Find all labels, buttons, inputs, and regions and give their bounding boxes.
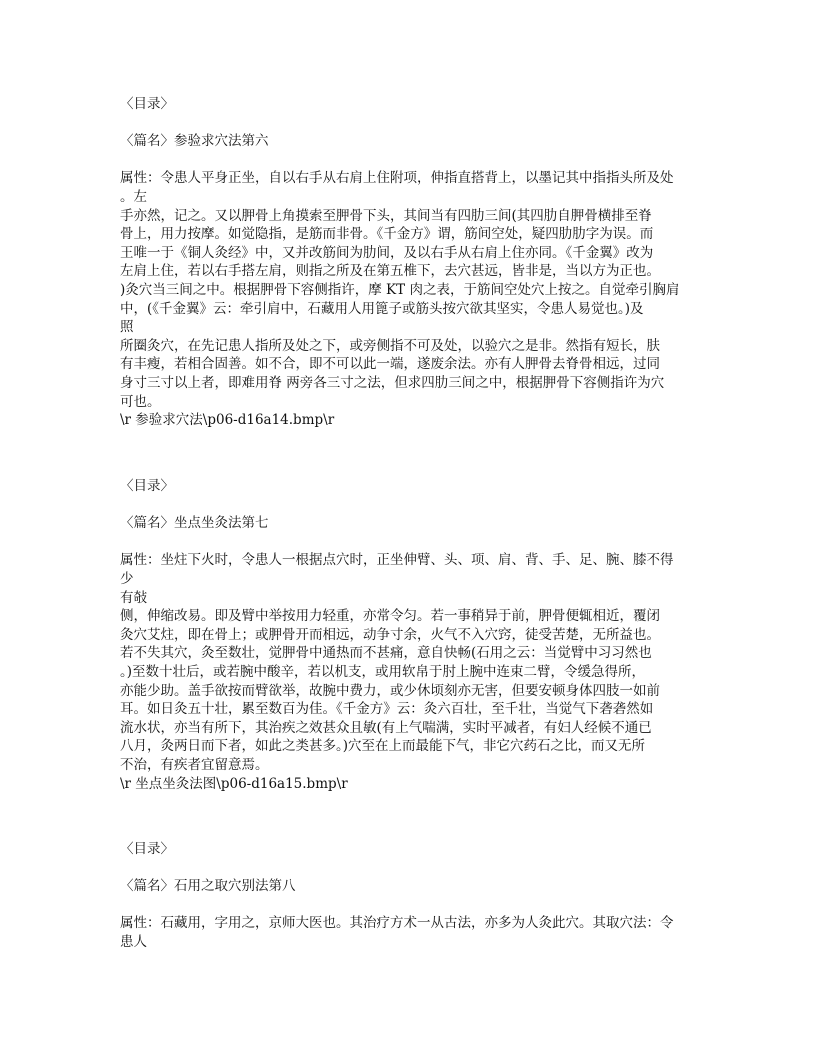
text-line: 灸穴艾炷，即在骨上；或胛骨开而相远，动争寸余，火气不入穴窍，徒受苦楚，无所益也。 (120, 626, 660, 643)
document-section-6 (120, 95, 720, 430)
text-line: 〈目录〉 (120, 478, 174, 494)
document-section-8 (120, 840, 720, 952)
blank-line (120, 533, 720, 552)
text-line: 〈目录〉 (120, 841, 174, 857)
blank-line (120, 859, 720, 878)
text-line: 可也。 (120, 393, 161, 410)
text-line: 侧，伸缩改易。即及臂中举按用力轻重，亦常令匀。若一事稍异于前，胛骨便辄相近，覆闭 (120, 608, 660, 625)
text-line: 耳。如日灸五十壮，累至数百为佳。《千金方》云：灸六百壮，至千壮，当觉气下砻砻然如 (120, 701, 654, 718)
blank-line (120, 151, 720, 170)
text-line: 中，(《千金翼》云：牵引肩中，石藏用人用篦子或筋头按穴欲其坚实，令患人易觉也。)及 (120, 300, 644, 317)
text-line: 属性：坐炷下火时，令患人一根据点穴时，正坐伸臂、头、项、肩、背、手、足、腕、膝不得 (120, 552, 674, 569)
text-line: 八月，灸两日而下者，如此之类甚多。)穴至在上而最能下气，非它穴药石之比，而又无所 (120, 738, 646, 755)
blank-line (120, 896, 720, 915)
text-line: 。左 (120, 188, 147, 205)
text-line: 有丰瘦，若相合固善。如不合，即不可以此一端，遂废余法。亦有人胛骨去脊骨相远，过同 (120, 356, 660, 373)
text-line: 流水状，亦当有所下，其治疾之效甚众且敏(有上气喘满，实时平减者，有妇人经候不通已 (120, 719, 652, 736)
text-line: 不治，有疾者宜留意焉。 (120, 756, 269, 773)
document-section-7 (120, 477, 720, 793)
text-line: 若不失其穴，灸至数壮，觉胛骨中通热而不甚痛，意自快畅(石用之云：当觉臂中习习然也 (120, 645, 652, 662)
text-line: 患人 (120, 933, 147, 950)
blank-line (120, 114, 720, 133)
text-line: 。)至数十壮后，或若腕中酸辛，若以机支，或用软帛于肘上腕中连束二臂，令缓急得所， (120, 663, 646, 680)
text-line: \r 参验求穴法\p06-d16a14.bmp\r (120, 412, 335, 429)
text-line: 〈篇名〉坐点坐灸法第七 (120, 515, 269, 532)
text-line: 〈篇名〉石用之取穴别法第八 (120, 878, 296, 895)
text-line: 所圈灸穴，在先记患人指所及处之下，或旁侧指不可及处，以验穴之是非。然指有短长，肤 (120, 337, 660, 354)
text-line: 属性：令患人平身正坐，自以右手从右肩上住附项，伸指直搭背上，以墨记其中指指头所及处 (120, 170, 674, 187)
text-line: 照 (120, 319, 134, 336)
text-line: 有敧 (120, 589, 147, 606)
text-line: 〈目录〉 (120, 96, 174, 112)
text-line: 手亦然，记之。又以胛骨上角摸索至胛骨下头，其间当有四肋三间(其四肋自胛骨横排至脊 (120, 207, 652, 224)
text-line: 王唯一于《铜人灸经》中，又并改筋间为肋间，及以右手从右肩上住亦同。《千金翼》改为 (120, 244, 654, 261)
blank-line (120, 496, 720, 515)
text-line: 属性：石藏用，字用之，京师大医也。其治疗方术一从古法，亦多为人灸此穴。其取穴法：令 (120, 915, 674, 932)
text-line: 少 (120, 570, 134, 587)
text-line: \r 坐点坐灸法图\p06-d16a15.bmp\r (120, 775, 348, 792)
text-line: 身寸三寸以上者，即难用脊 两旁各三寸之法，但求四肋三间之中，根据胛骨下容侧指许为穴 (120, 374, 665, 391)
text-line: 〈篇名〉参验求穴法第六 (120, 133, 269, 150)
text-line: 骨上，用力按摩。如觉隐指，是筋而非骨。《千金方》谓，筋间空处，疑四肋肋字为误。而 (120, 226, 654, 243)
text-line: 左肩上住，若以右手搭左肩，则指之所及在第五椎下，去穴甚远，皆非是，当以方为正也。 (120, 263, 660, 280)
text-line: 亦能少助。盖手欲按而臂欲举，故腕中费力，或少休顷刻亦无害，但要安顿身体四肢一如前 (120, 682, 660, 699)
text-line: )灸穴当三间之中。根据胛骨下容侧指许，摩 KT 肉之表，于筋间空处穴上按之。自觉牵引胸肩 (120, 281, 680, 298)
